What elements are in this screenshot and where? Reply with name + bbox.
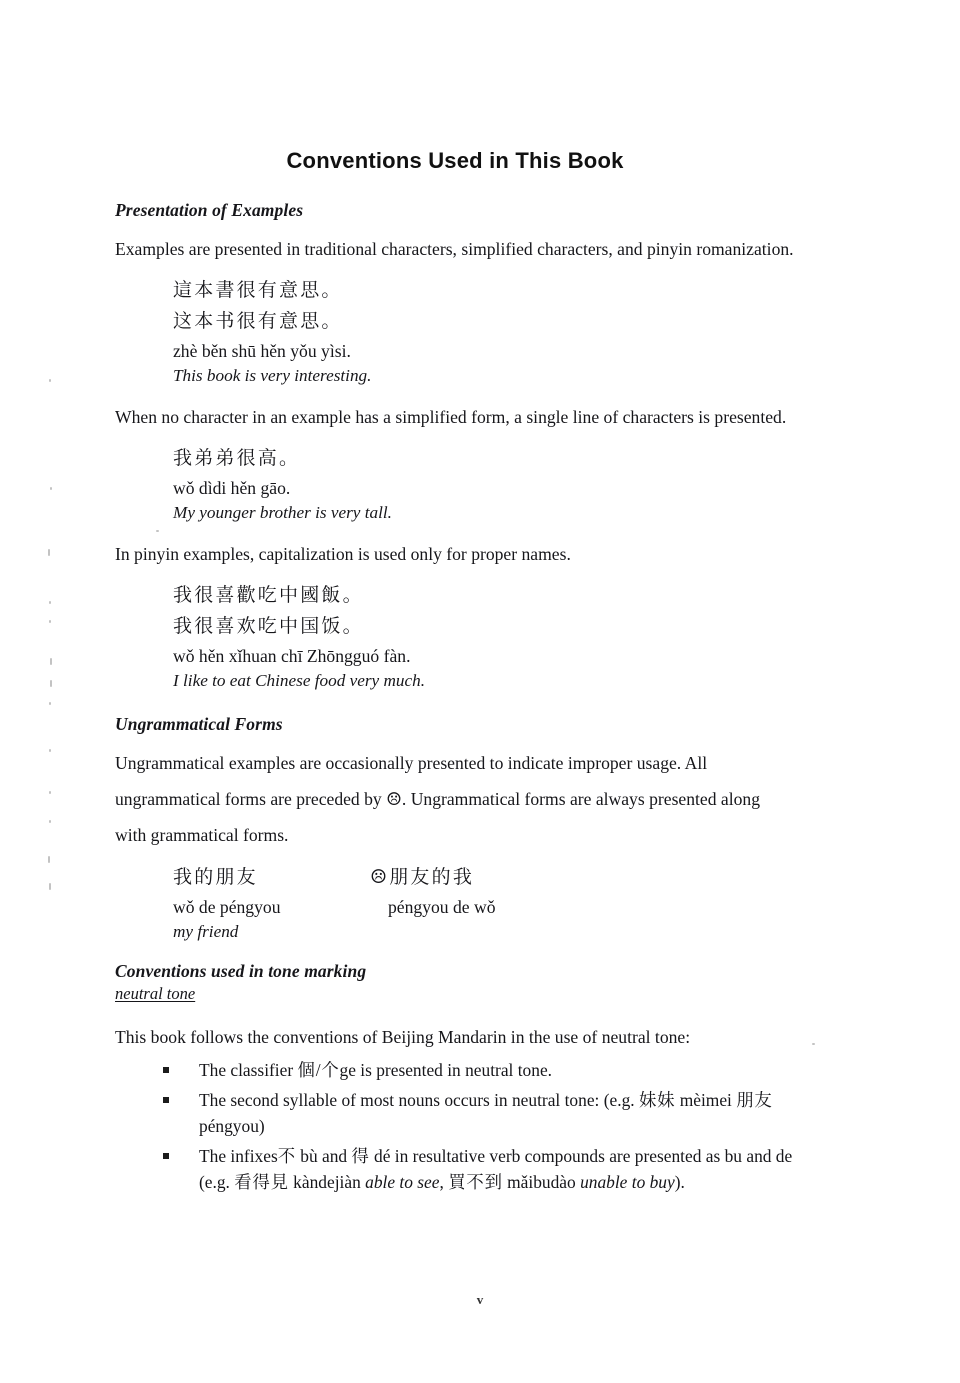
example-block-3 (115, 581, 795, 694)
document-body (115, 148, 795, 1199)
scan-speck (49, 379, 51, 382)
example-translation: my friend (173, 922, 239, 942)
example-translation: My younger brother is very tall. (173, 503, 392, 523)
list-item (163, 1143, 795, 1196)
example-pinyin: zhè běn shū hěn yǒu yìsi. (173, 340, 351, 361)
scan-speck (49, 791, 51, 794)
paragraph-capitalization-note: In pinyin examples, capitalization is used only for proper names. (115, 544, 571, 565)
section-heading-ungrammatical-forms: Ungrammatical Forms (115, 714, 283, 734)
frowning-face-icon: ☹ (386, 789, 402, 810)
example-column-ungrammatical (370, 863, 670, 945)
scan-speck (49, 820, 51, 823)
list-item-text: The second syllable of most nouns occurs in neutral tone: (e.g. 妹妹 mèimei 朋友 péngyou) (199, 1089, 773, 1137)
list-item-text: The classifier 個/个ge is presented in neutral tone. (199, 1060, 553, 1081)
example-pinyin: wǒ hěn xǐhuan chī Zhōngguó fàn. (173, 645, 411, 666)
subheading-neutral-tone: neutral tone (115, 984, 196, 1004)
example-hanzi: 我弟弟很高。 (173, 447, 301, 469)
scan-speck (48, 549, 50, 556)
ungrammatical-text-part-1: Ungrammatical examples are occasionally presented to indicate improper usage. All ungrammatical forms are preceded by (115, 753, 708, 810)
list-item (163, 1057, 795, 1083)
square-bullet-icon (163, 1097, 169, 1103)
scan-speck (49, 749, 51, 752)
example-traditional: 這本書很有意思。 (173, 280, 343, 302)
example-traditional: 我很喜歡吃中國飯。 (173, 585, 364, 607)
example-hanzi: 我的朋友 (173, 867, 258, 889)
example-block-ungrammatical-pair (115, 863, 795, 945)
ungrammatical-text-part-2: . Ungrammatical forms are always presented along with grammatical forms. (115, 789, 761, 846)
example-hanzi-ungrammatical: ☹朋友的我 (370, 867, 475, 889)
example-block-1 (115, 276, 795, 389)
example-block-2 (115, 444, 795, 526)
example-column-grammatical (173, 863, 370, 945)
scan-speck (812, 1043, 815, 1045)
paragraph-single-line-note: When no character in an example has a simplified form, a single line of characters is presented. (115, 406, 787, 427)
neutral-tone-bullet-list (115, 1057, 795, 1195)
square-bullet-icon (163, 1153, 169, 1159)
example-pinyin-ungrammatical: péngyou de wǒ (388, 896, 496, 917)
example-translation: This book is very interesting. (173, 365, 372, 385)
example-translation: I like to eat Chinese food very much. (173, 671, 426, 691)
scan-speck (50, 487, 52, 490)
example-simplified: 我很喜欢吃中国饭。 (173, 615, 364, 637)
section-heading-presentation-of-examples: Presentation of Examples (115, 200, 304, 220)
example-simplified: 这本书很有意思。 (173, 310, 343, 332)
scan-speck (49, 601, 51, 604)
scan-speck (49, 883, 51, 890)
example-pinyin: wǒ de péngyou (173, 896, 281, 917)
section-heading-tone-marking: Conventions used in tone marking (115, 961, 367, 982)
paragraph-ungrammatical-explanation (115, 745, 795, 853)
list-item-text: The infixes不 bù and 得 dé in resultative verb compounds are presented as bu and de (e.g. 看得見 kàndejiàn able to see, 買不到 mǎibudào unable to buy). (199, 1145, 793, 1193)
scan-speck (50, 658, 52, 665)
scan-speck (49, 702, 51, 705)
paragraph-presentation-intro: Examples are presented in traditional characters, simplified characters, and pinyin romanization. (115, 239, 794, 259)
page-title: Conventions Used in This Book (286, 148, 624, 173)
example-pinyin: wǒ dìdi hěn gāo. (173, 477, 291, 498)
page-number: v (476, 1292, 484, 1307)
list-item (163, 1087, 795, 1140)
scan-speck (50, 680, 52, 687)
square-bullet-icon (163, 1067, 169, 1073)
scan-speck (49, 620, 51, 623)
paragraph-neutral-tone-intro: This book follows the conventions of Beijing Mandarin in the use of neutral tone: (115, 1027, 691, 1048)
scan-speck (48, 856, 50, 863)
